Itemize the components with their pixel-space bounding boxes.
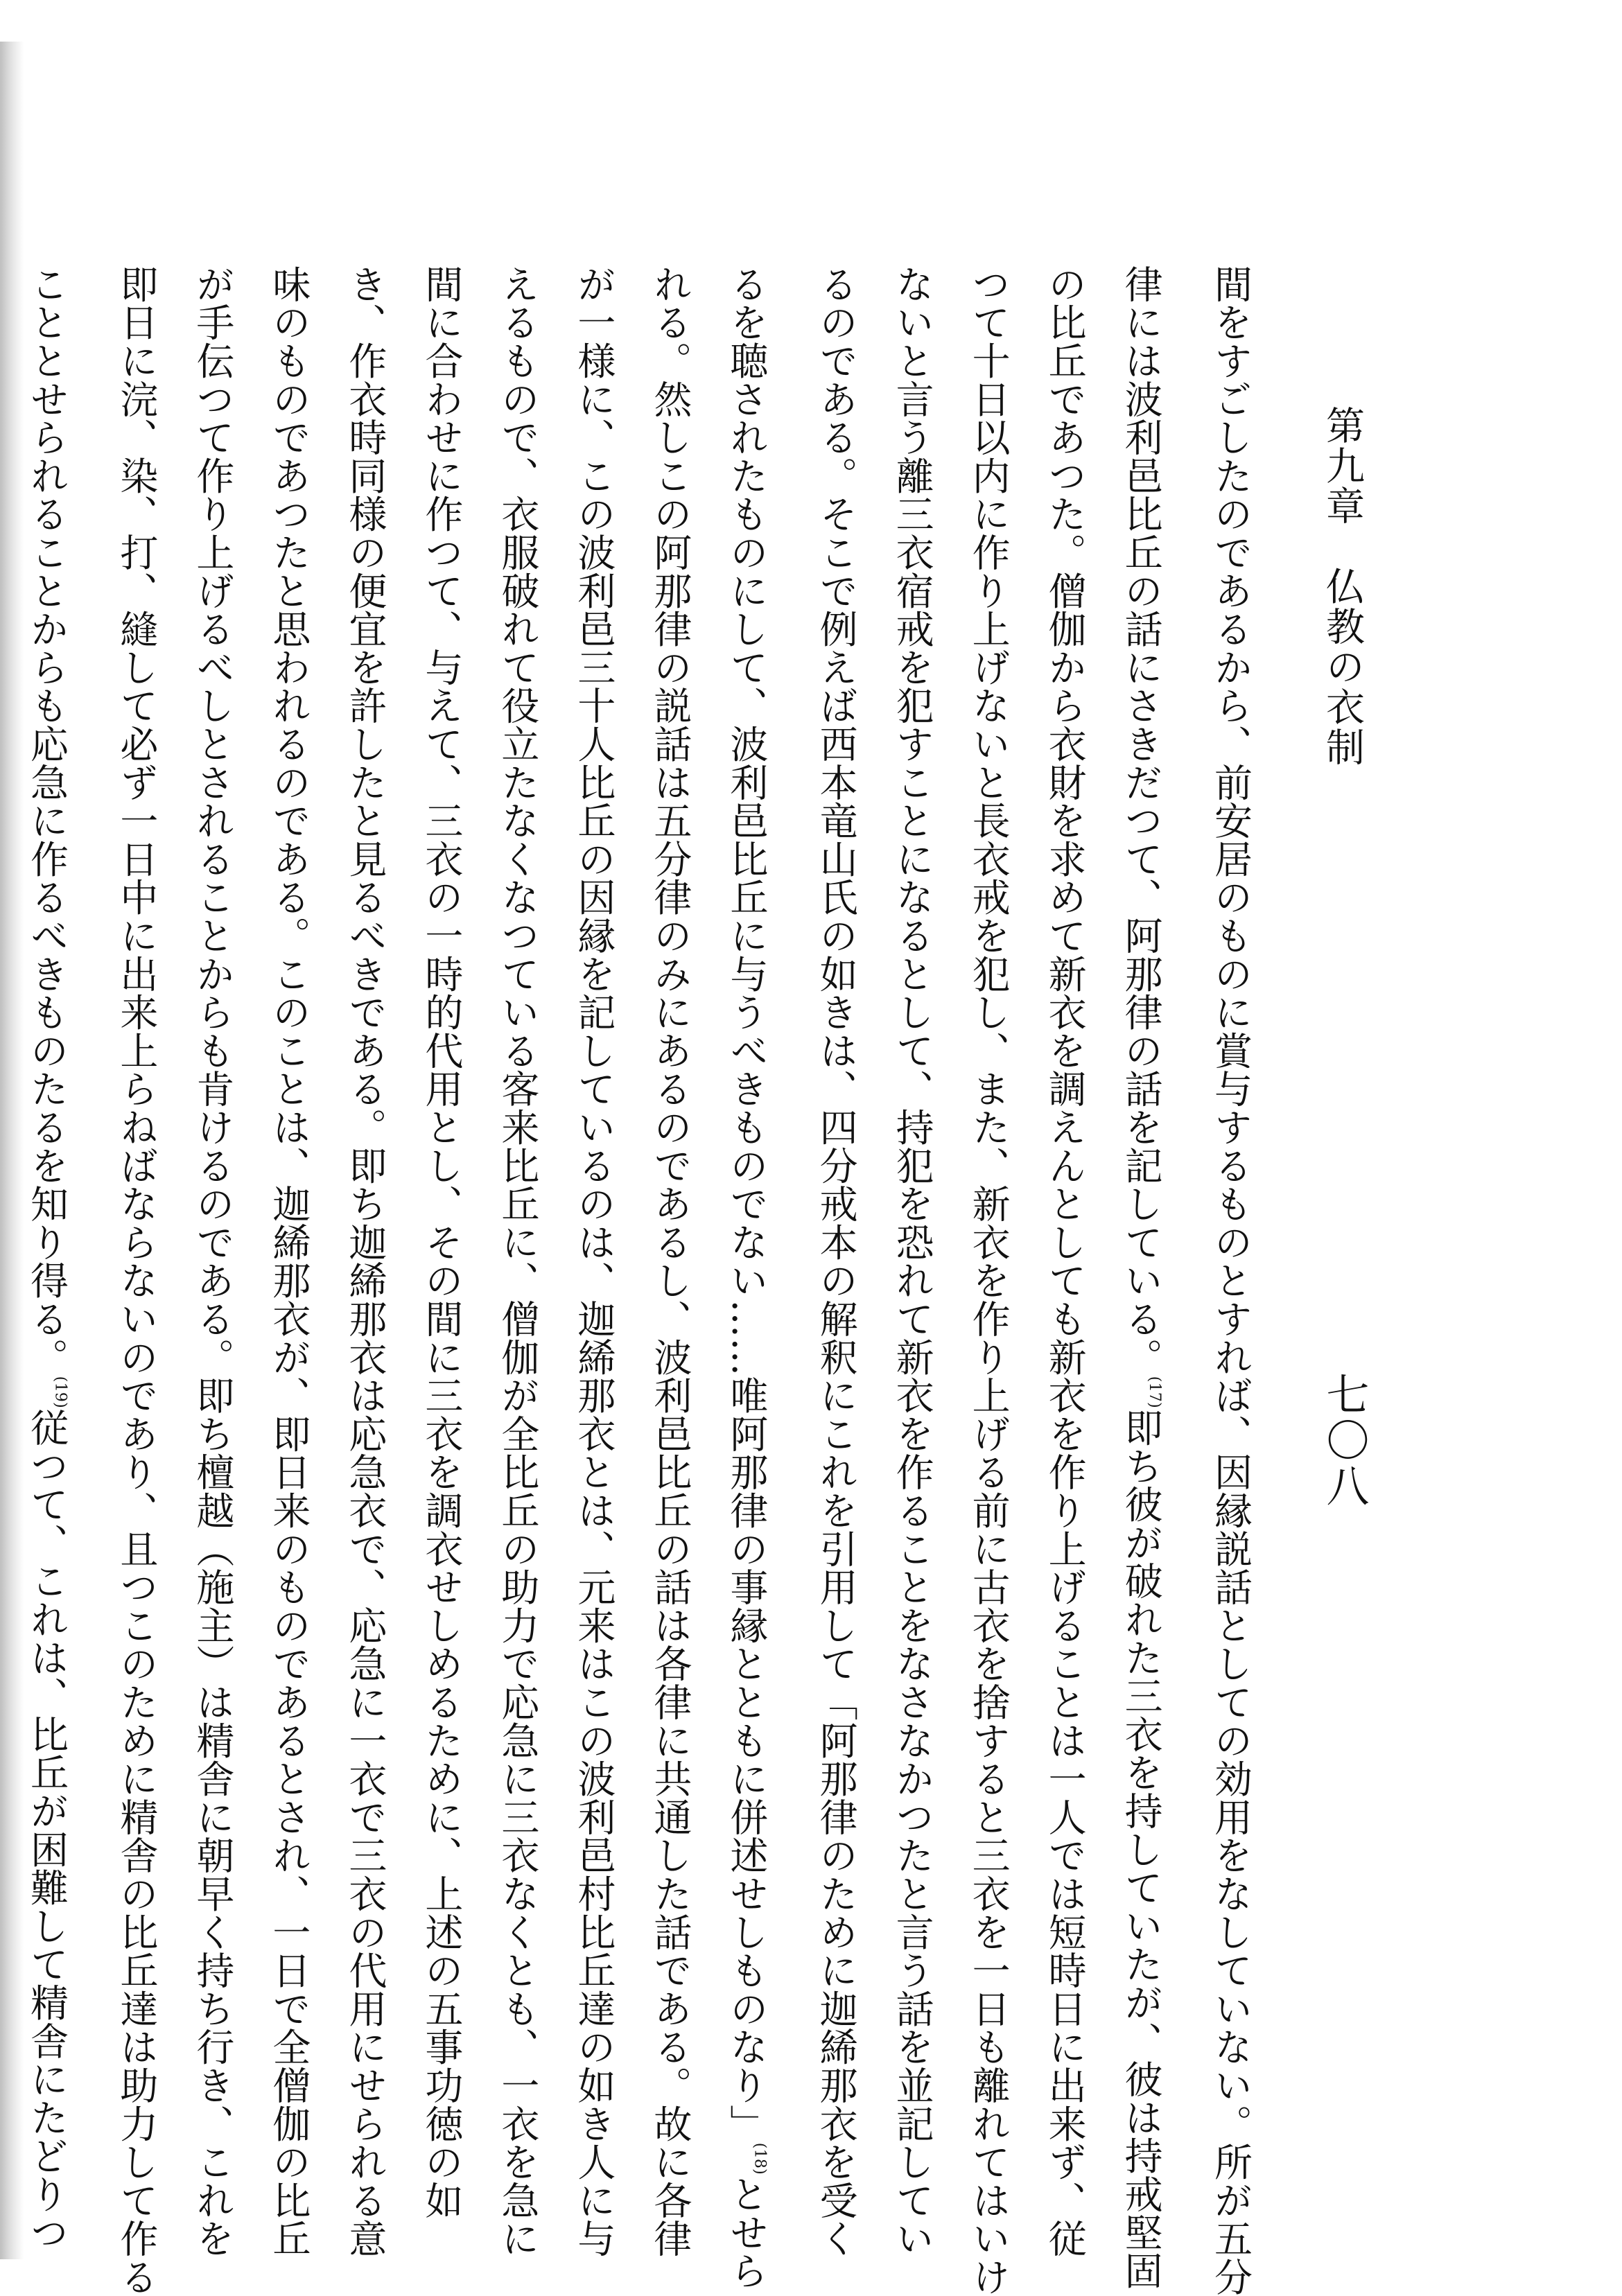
text-line-8: れる。然しこの阿那律の説話は五分律のみにあるのであるし、波利邑比丘の話は各律に共通した話である。故に各律	[647, 265, 692, 2258]
text-line-16	[8, 265, 98, 2252]
text-line-14: が手伝つて作り上げるべしとされることからも肯けるのである。即ち檀越（施主）は精舎に朝早く持ち行き、これを	[190, 265, 235, 2258]
text-line-7-part-1: るを聴されたものにして、波利邑比丘に与うべきものでない……唯阿那律の事縁とともに併述せしものなり」	[724, 265, 769, 2143]
text-line-4: つて十日以内に作り上げないと長衣戒を犯し、また、新衣を作り上げる前に古衣を捨すると三衣を一日も離れてはいけ	[966, 265, 1011, 2296]
note-marker-19: (19)	[51, 1376, 69, 1409]
text-line-3: の比丘であつた。僧伽から衣財を求めて新衣を調えんとしても新衣を作り上げることは一人では短時日に出来ず、従	[1042, 265, 1087, 2258]
text-line-15: 即日に浣、染、打、縫して必ず一日中に出来上らねばならないのであり、且つこのために精舎の比丘達は助力して作る	[114, 265, 159, 2296]
text-line-2-part-1: 律には波利邑比丘の話にさきだつて、阿那律の話を記している。	[1118, 265, 1163, 1376]
text-line-13: 味のものであつたと思われるのである。このことは、迦絺那衣が、即日来のものであるとされ、一日で全僧伽の比丘	[266, 265, 311, 2258]
text-line-5: ないと言う離三衣宿戒を犯すことになるとして、持犯を恐れて新衣を作ることをなさなかつたと言う話を並記してい	[889, 265, 934, 2258]
note-marker-17: (17)	[1146, 1376, 1163, 1409]
text-line-7-part-2: とせら	[724, 2175, 769, 2290]
text-line-7	[708, 265, 797, 2290]
text-line-2	[1103, 265, 1192, 2290]
text-line-16-part-2: 従つて、これは、比丘が困難して精舎にたどりつ	[24, 1408, 69, 2252]
text-line-1: 間をすごしたのであるから、前安居のものに賞与するものとすれば、因縁説話としての効用をなしていない。所が五分	[1208, 265, 1253, 2296]
text-line-16-part-1: こととせられることからも応急に作るべきものたるを知り得る。	[24, 265, 69, 1376]
chapter-title: 第九章 仏教の衣制	[1320, 405, 1365, 767]
body-text-column	[24, 265, 1268, 2296]
note-marker-18: (18)	[751, 2142, 769, 2175]
text-line-12: き、作衣時同様の便宜を許したと見るべきである。即ち迦絺那衣は応急衣で、応急に一衣で三衣の代用にせられる意	[342, 265, 387, 2258]
page-number: 七〇八	[1319, 1372, 1370, 1509]
text-line-10: えるもので、衣服破れて役立たなくなつている客来比丘に、僧伽が全比丘の助力で応急に三衣なくとも、一衣を急に	[495, 265, 540, 2258]
text-line-11: 間に合わせに作つて、与えて、三衣の一時的代用とし、その間に三衣を調衣せしめるために、上述の五事功徳の如	[419, 265, 464, 2220]
text-line-9: が一様に、この波利邑三十人比丘の因縁を記しているのは、迦絺那衣とは、元来はこの波利邑村比丘達の如き人に与	[571, 265, 616, 2258]
text-line-6: るのである。そこで例えば西本竜山氏の如きは、四分戒本の解釈にこれを引用して「阿那律のために迦絺那衣を受く	[813, 265, 858, 2258]
text-line-2-part-2: 即ち彼が破れた三衣を持していたが、彼は持戒堅固	[1118, 1408, 1163, 2290]
